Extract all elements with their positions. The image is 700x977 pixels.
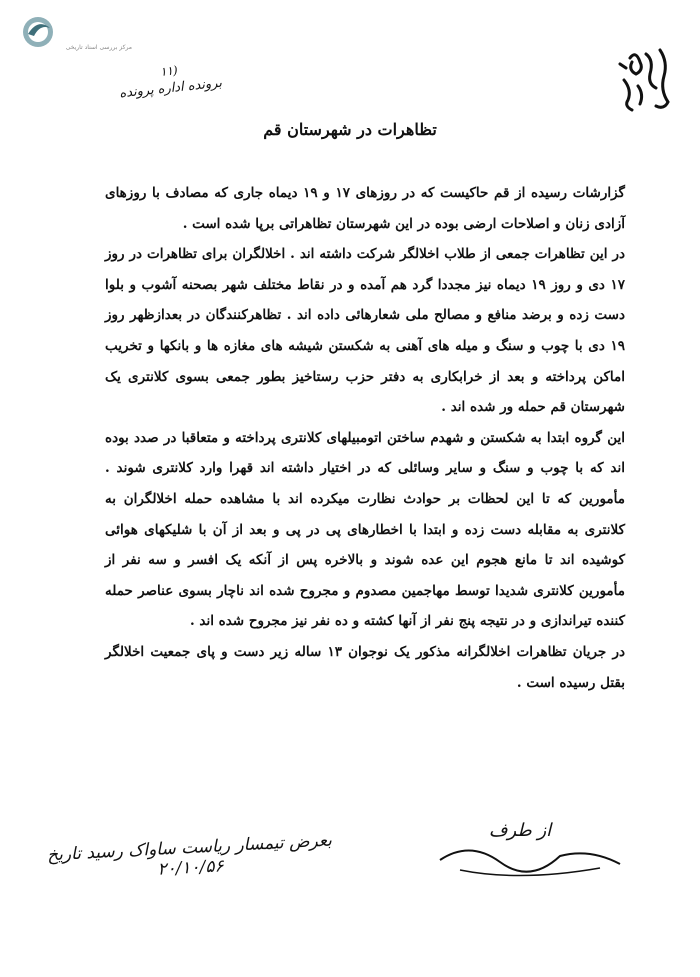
- signature-label: از طرف: [488, 820, 552, 841]
- paragraph: در این تظاهرات جمعی از طلاب اخلالگر شرکت داشته اند . اخلالگران برای تظاهرات در روز ۱۷ دی و روز ۱۹ دیماه نیز مجددا گرد هم آمده و در نقاط مختلف شهر بصحنه آشوب و بلوا دست زده و برضد منافع و مصالح ملی شعارهائی داده اند . تظاهرکنندگان در بعدازظهر روز ۱۹ دی با چوب و سنگ و میله های آهنی به شکستن شیشه های مغازه ها و بانکها و تخریب اماکن پرداخته و بعد از خرابکاری به دفتر حزب رستاخیز بطور جمعی بسوی کلانتری یک شهرستان قم حمله ور شده اند .: [105, 246, 625, 416]
- document-title: تظاهرات در شهرستان قم: [263, 120, 437, 139]
- document-body: [105, 178, 625, 698]
- paragraph: این گروه ابتدا به شکستن و شهدم ساختن اتومبیلهای کلانتری پرداخته و متعاقبا در صدد بوده اند که با چوب و سنگ و سایر وسائلی که در اختیار داشته اند قهرا وارد کلانتری شوند . مأمورین که تا این لحظات بر حوادث نظارت میکرده اند با مشاهده حمله اخلالگران به کلانتری به مقابله دست زده و ابتدا با اخطارهای پی در پی و بعد از آن با شلیکهای هوائی کوشیده اند تا مانع هجوم این عده شوند و بالاخره پس از آنکه یک افسر و سه نفر از مأمورین کلانتری شدیدا توسط مهاجمین مصدوم و مجروح شده اند ناچار بسوی عناصر حمله کننده تیراندازی و در نتیجه پنج نفر از آنها کشته و ده نفر نیز مجروح شده اند .: [105, 429, 625, 630]
- archive-logo-icon: [20, 14, 56, 50]
- handwritten-note: بعرض تیمسار ریاست ساواک رسید تاریخ ۲۰/۱۰/۵۶: [46, 830, 333, 880]
- reference-note: [78, 53, 261, 112]
- classification-stamp-icon: [610, 40, 680, 120]
- signature-block: [400, 820, 640, 890]
- paragraph: در جریان تظاهرات اخلالگرانه مذکور یک نوجوان ۱۳ ساله زیر دست و پای جمعیت اخلالگر بقتل رسیده است .: [105, 643, 625, 691]
- archive-logo: [10, 8, 130, 60]
- archive-logo-text: مرکز بررسی اسناد تاریخی: [65, 44, 132, 51]
- reference-number: (۱۱: [159, 63, 179, 79]
- paragraph: گزارشات رسیده از قم حاکیست که در روزهای ۱۷ و ۱۹ دیماه جاری که مصادف با روزهای آزادی زنان و اصلاحات ارضی بوده در این شهرستان تظاهراتی برپا شده است .: [105, 185, 625, 232]
- reference-line: برونده اداره پرونده: [118, 75, 223, 102]
